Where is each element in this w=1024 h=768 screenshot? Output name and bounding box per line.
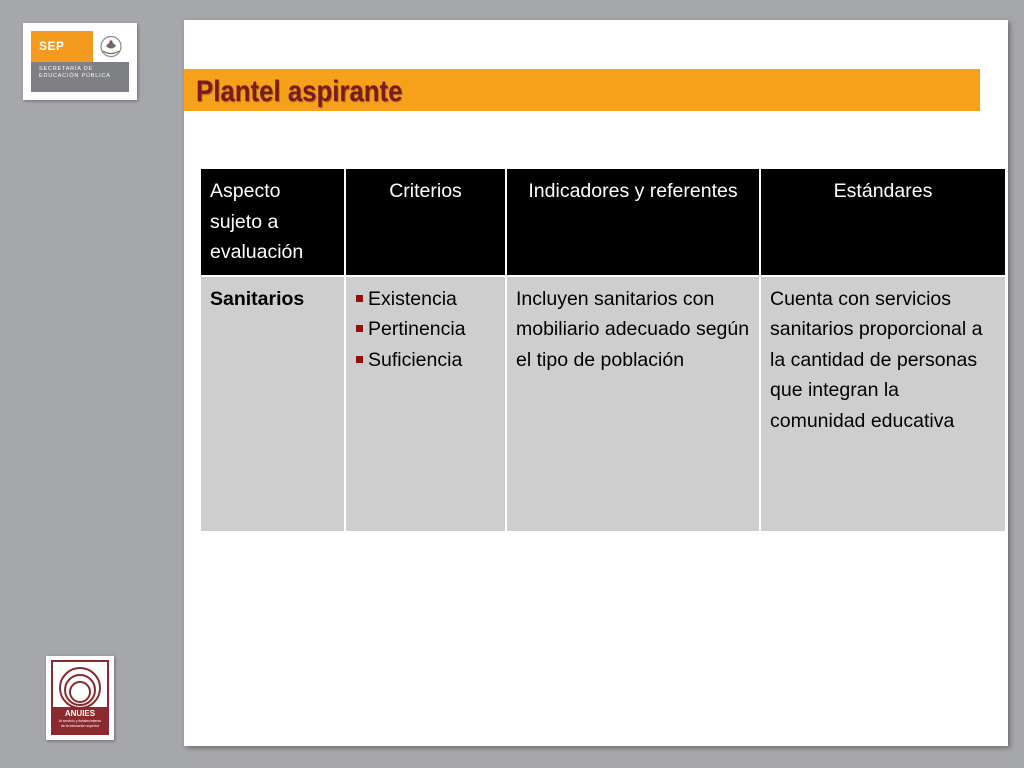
anuies-logo [46,656,114,740]
criteria-item: Pertinencia [355,314,496,345]
slide-canvas [184,20,1008,746]
evaluation-table [199,167,1007,533]
cell-aspect: Sanitarios [200,276,345,532]
table-row [200,276,1006,532]
anuies-tagline: Al servicio y fortalecimiento de la educación superior [58,719,102,728]
cell-criteria [345,276,506,532]
slide-title: Plantel aspirante [196,75,403,108]
header-standards: Estándares [760,168,1006,276]
table-header-row [200,168,1006,276]
mexico-coat-of-arms-icon [93,31,129,62]
anuies-name: ANUIES [64,709,96,718]
criteria-item: Existencia [355,284,496,315]
header-aspect: Aspecto sujeto a evaluación [200,168,345,276]
sep-logo [23,23,137,100]
cell-standard: Cuenta con servicios sanitarios proporcional a la cantidad de personas que integran la comunidad educativa [760,276,1006,532]
header-indicators: Indicadores y referentes [506,168,760,276]
criteria-list [355,284,496,376]
sep-acronym: SEP [31,31,93,62]
criteria-item: Suficiencia [355,345,496,376]
cell-indicators: Incluyen sanitarios con mobiliario adecuado según el tipo de población [506,276,760,532]
sep-full-name: SECRETARÍA DE EDUCACIÓN PÚBLICA [31,62,129,92]
title-bar [184,69,980,111]
anuies-rings-icon [53,662,107,708]
header-criteria: Criterios [345,168,506,276]
